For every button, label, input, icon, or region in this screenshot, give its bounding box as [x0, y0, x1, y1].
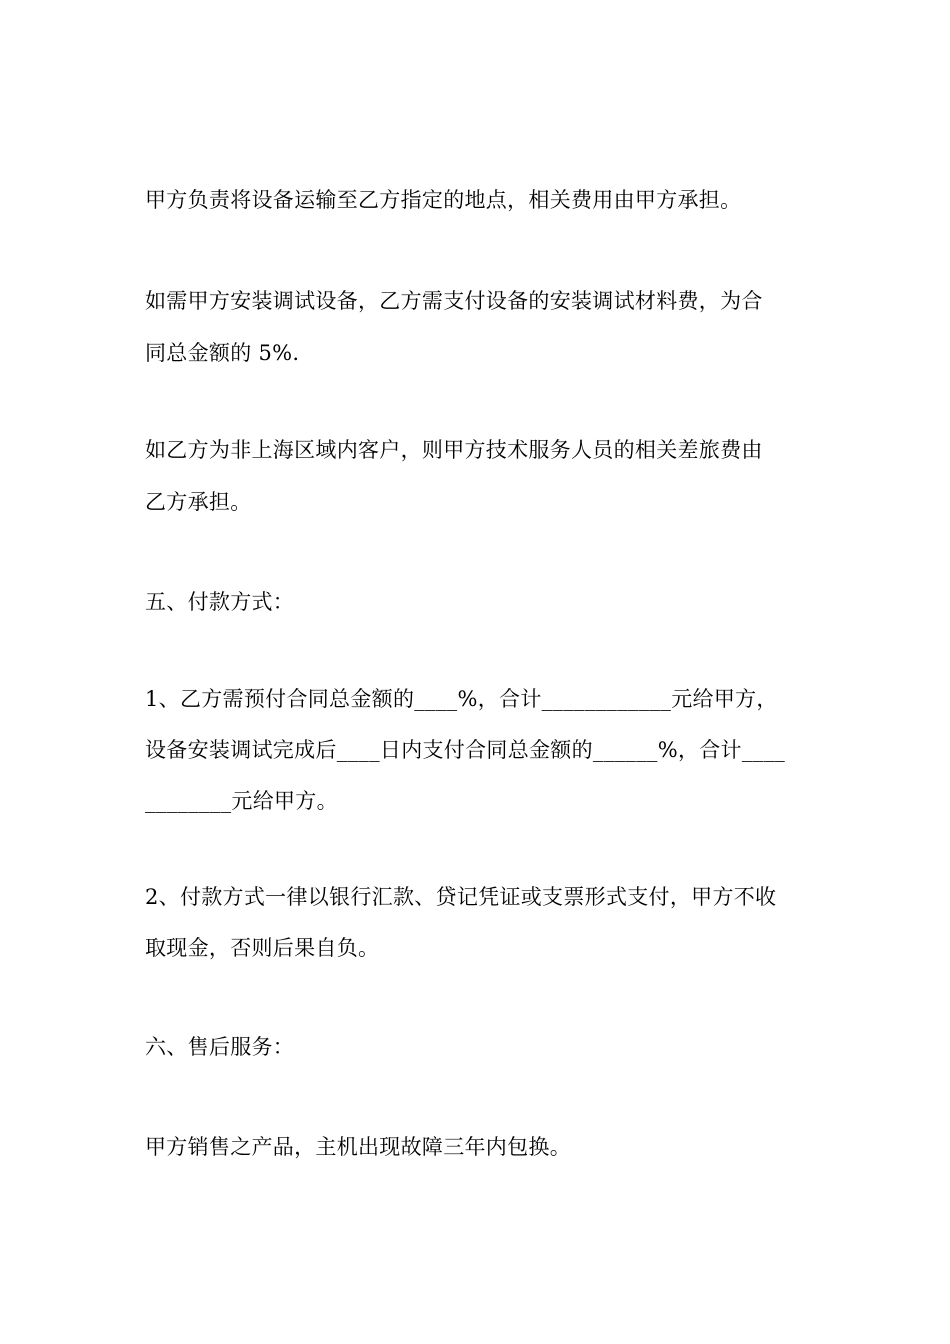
- paragraph-warranty: 甲方销售之产品，主机出现故障三年内包换。: [145, 1135, 571, 1159]
- payment-clause-1-line-3: ________元给甲方。: [145, 789, 338, 813]
- paragraph-installation-line-1: 如需甲方安装调试设备，乙方需支付设备的安装调试材料费，为合: [145, 289, 763, 313]
- section-heading-after-sales: 六、售后服务：: [145, 1035, 295, 1059]
- paragraph-installation-line-2: 同总金额的 5%.: [145, 341, 300, 365]
- payment-clause-2-line-1: 2、付款方式一律以银行汇款、贷记凭证或支票形式支付，甲方不收: [145, 885, 777, 909]
- payment-clause-1-line-2: 设备安装调试完成后____日内支付合同总金额的______%，合计____: [145, 738, 786, 762]
- payment-clause-2-line-2: 取现金，否则后果自负。: [145, 936, 380, 960]
- paragraph-travel-expenses-line-2: 乙方承担。: [145, 490, 252, 514]
- payment-clause-1-line-1: 1、乙方需预付合同总金额的____%，合计____________元给甲方，: [145, 687, 778, 711]
- paragraph-transport: 甲方负责将设备运输至乙方指定的地点，相关费用由甲方承担。: [145, 188, 742, 212]
- section-heading-payment: 五、付款方式：: [145, 590, 295, 614]
- paragraph-travel-expenses-line-1: 如乙方为非上海区域内客户，则甲方技术服务人员的相关差旅费由: [145, 438, 763, 462]
